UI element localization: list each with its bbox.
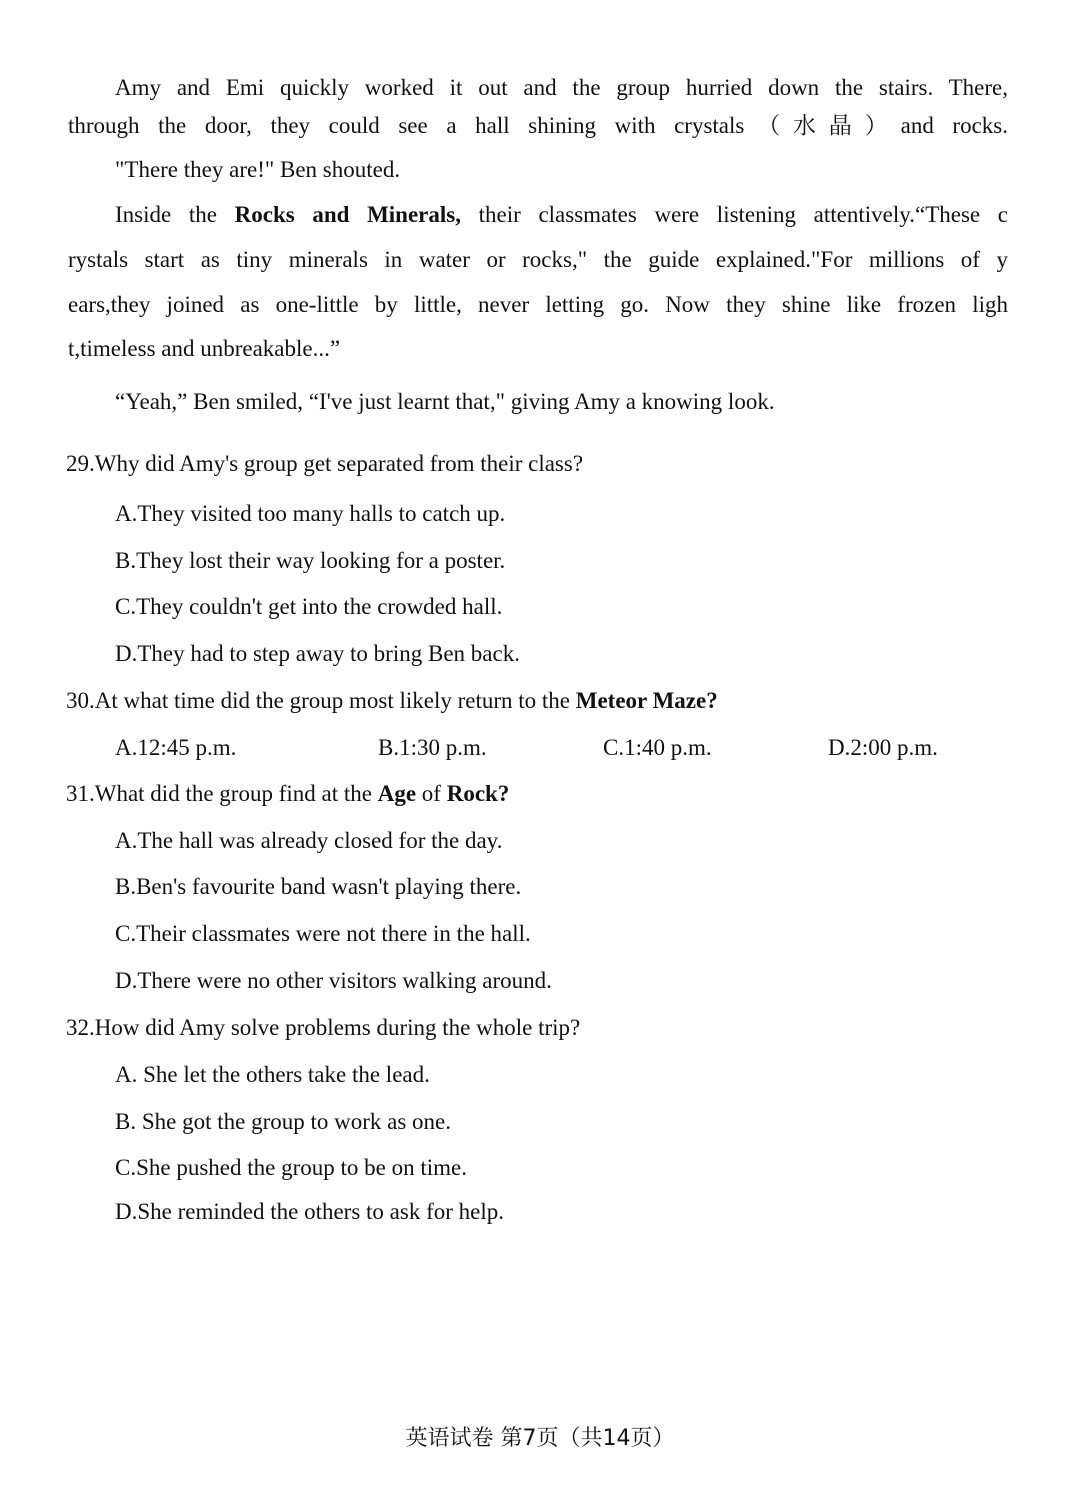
question-31-option-b: B.Ben's favourite band wasn't playing there. (115, 874, 522, 899)
question-30-option-d: D.2:00 p.m. (828, 735, 938, 760)
question-29-option-d: D.They had to step away to bring Ben back. (115, 641, 520, 666)
passage-p3-line1-pre: Inside the (115, 202, 235, 227)
question-31-option-c: C.Their classmates were not there in the hall. (115, 921, 531, 946)
passage-p3-line1 (115, 200, 1008, 230)
question-30-stem (66, 686, 1006, 716)
question-32-option-b: B. She got the group to work as one. (115, 1109, 452, 1134)
passage-p3-line3: ears,they joined as one-little by little, never letting go. Now they shine like frozen ligh (68, 292, 1008, 317)
question-31-option-d: D.There were no other visitors walking around. (115, 968, 552, 993)
question-32-option-c: C.She pushed the group to be on time. (115, 1155, 467, 1180)
question-29-stem: 29.Why did Amy's group get separated from their class? (66, 451, 584, 476)
question-30-option-b: B.1:30 p.m. (378, 735, 487, 760)
question-32-stem: 32.How did Amy solve problems during the whole trip? (66, 1015, 581, 1040)
passage-p1-line2: through the door, they could see a hall shining with crystals（水晶）and rocks. (68, 113, 1008, 138)
passage-p3-line2: rystals start as tiny minerals in water or rocks," the guide explained."For millions of y (68, 247, 1008, 272)
question-31-option-a: A.The hall was already closed for the day. (115, 828, 503, 853)
question-31-stem-of: of (416, 781, 447, 806)
hall-name-meteor-maze: Meteor Maze? (575, 688, 718, 713)
passage-p3-line4: t,timeless and unbreakable...” (68, 336, 341, 361)
passage-p2: "There they are!" Ben shouted. (115, 157, 401, 182)
question-30-option-a: A.12:45 p.m. (115, 735, 237, 760)
question-30-option-c: C.1:40 p.m. (603, 735, 712, 760)
hall-name-rock: Rock? (446, 781, 510, 806)
hall-name-rocks-and-minerals: Rocks and Minerals, (234, 202, 461, 227)
question-29-option-a: A.They visited too many halls to catch up. (115, 501, 506, 526)
question-32-option-d: D.She reminded the others to ask for help. (115, 1199, 504, 1224)
passage-p1-line1: Amy and Emi quickly worked it out and the group hurried down the stairs. There, (115, 75, 1008, 100)
question-32-option-a: A. She let the others take the lead. (115, 1062, 430, 1087)
question-30-stem-text: 30.At what time did the group most likely return to the (66, 688, 576, 713)
question-31-stem (66, 779, 1006, 809)
passage-p4: “Yeah,” Ben smiled, “I've just learnt that," giving Amy a knowing look. (115, 389, 775, 414)
question-29-option-c: C.They couldn't get into the crowded hall. (115, 594, 503, 619)
question-29-option-b: B.They lost their way looking for a poster. (115, 548, 506, 573)
question-31-stem-text: 31.What did the group find at the (66, 781, 378, 806)
hall-name-age: Age (377, 781, 417, 806)
page-footer: 英语试卷 第7页（共14页） (405, 1426, 675, 1451)
passage-p3-line1-post: their classmates were listening attentively.“These c (460, 202, 1008, 227)
